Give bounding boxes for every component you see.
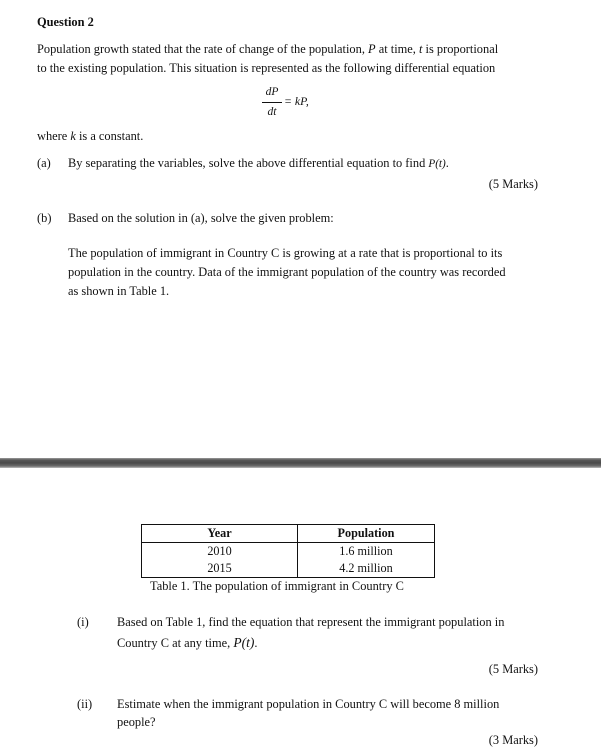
note-text: is a constant. [75, 129, 144, 143]
part-a-label: (a) [37, 156, 51, 170]
intro-line-1 [37, 41, 498, 59]
page-divider [0, 458, 601, 468]
sub-i-line-2 [117, 633, 257, 653]
intro-text: at time, [375, 42, 419, 56]
table-header-row [142, 525, 435, 543]
table-caption: Table 1. The population of immigrant in Country C [150, 579, 404, 593]
table-cell-year: 2010 [142, 543, 298, 561]
table-cell-population: 1.6 million [298, 543, 435, 561]
fraction-bar [262, 102, 282, 103]
sub-ii-label: (ii) [77, 697, 93, 711]
variable-t: t [418, 42, 423, 56]
part-b-label: (b) [37, 211, 52, 225]
note-text: where [37, 129, 71, 143]
sub-ii-line-2: people? [117, 715, 156, 729]
part-a-marks: (5 Marks) [488, 177, 538, 191]
part-b-text: Based on the solution in (a), solve the given problem: [68, 211, 334, 225]
equation-fraction [262, 84, 282, 120]
constant-note [37, 128, 143, 146]
function-p-of-t: P(t) [233, 635, 255, 650]
equation-denominator: dt [267, 105, 277, 118]
function-p-of-t: P(t) [428, 158, 446, 170]
equation-numerator: dP [265, 86, 279, 98]
sub-i-text: Country C at any time, [117, 636, 234, 650]
sub-ii-line-1: Estimate when the immigrant population in Country C will become 8 million [117, 697, 500, 711]
table-cell-population: 4.2 million [298, 560, 435, 578]
intro-text: is proportional [422, 42, 499, 56]
sub-i-label: (i) [77, 615, 89, 629]
part-a-instruction: By separating the variables, solve the above differential equation to find [68, 156, 429, 170]
equation-rhs: = kP, [284, 94, 309, 108]
part-a-text [68, 155, 449, 173]
sub-i-period: . [254, 636, 258, 650]
part-b-paragraph-line-1: The population of immigrant in Country C is growing at a rate that is proportional to its [68, 246, 503, 260]
intro-text: Population growth stated that the rate of change of the population, [37, 42, 369, 56]
table-header-population: Population [298, 525, 435, 543]
table-cell-year: 2015 [142, 560, 298, 578]
sub-ii-marks: (3 Marks) [488, 733, 538, 747]
part-b-paragraph-line-2: population in the country. Data of the immigrant population of the country was recorded [68, 265, 506, 279]
intro-line-2: to the existing population. This situation is represented as the following differential equation [37, 61, 496, 75]
variable-k: k [70, 129, 76, 143]
part-b-paragraph-line-3: as shown in Table 1. [68, 284, 170, 298]
population-table [141, 524, 435, 578]
sub-i-marks: (5 Marks) [488, 662, 538, 676]
table-header-year: Year [142, 525, 298, 543]
table-row [142, 543, 435, 561]
variable-p: P [368, 42, 376, 56]
question-heading: Question 2 [37, 15, 94, 29]
sub-i-line-1: Based on Table 1, find the equation that represent the immigrant population in [117, 615, 505, 629]
table-row [142, 560, 435, 578]
part-a-period: . [445, 156, 449, 170]
